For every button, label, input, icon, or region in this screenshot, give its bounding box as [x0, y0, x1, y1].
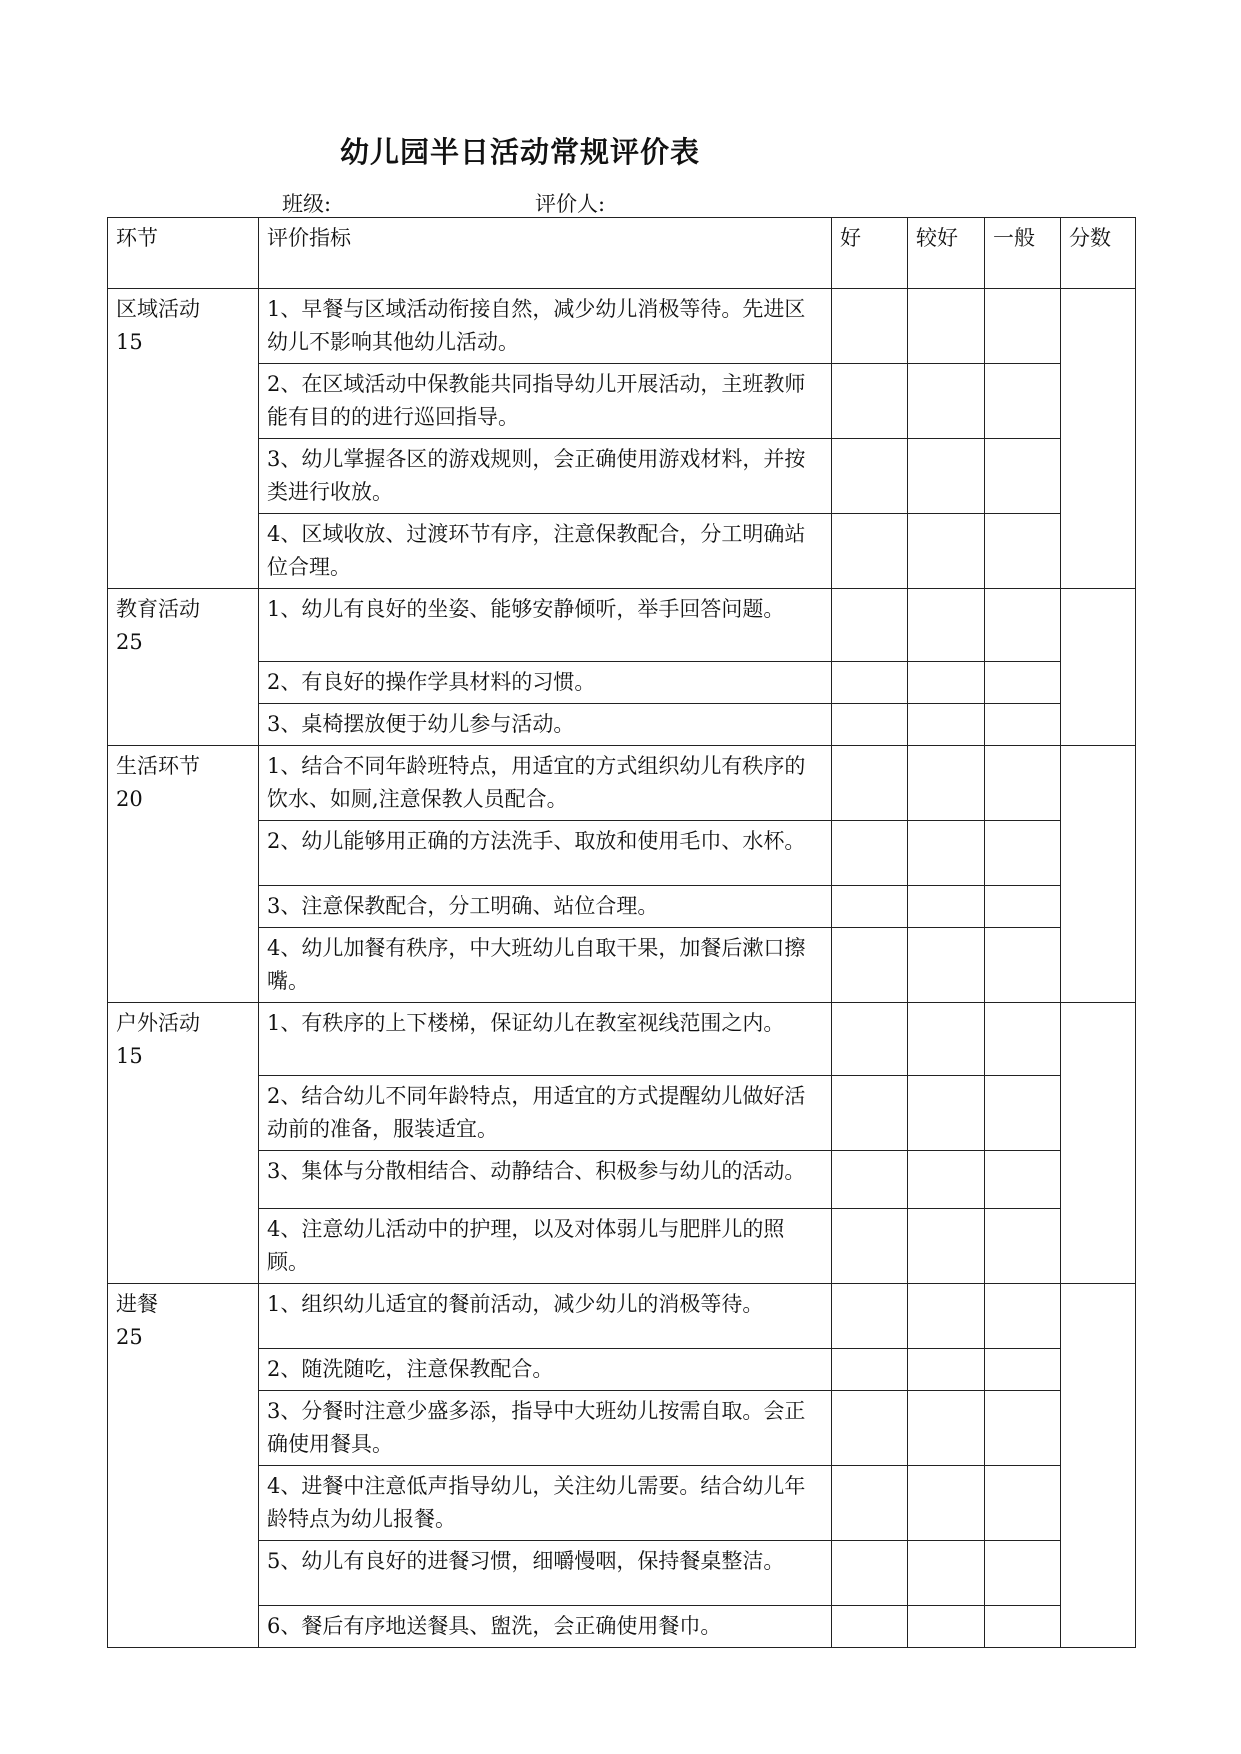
section-points: 20: [116, 787, 143, 811]
rating-average-cell[interactable]: [985, 1349, 1061, 1391]
criteria-cell: 2、结合幼儿不同年龄特点，用适宜的方式提醒幼儿做好活动前的准备，服装适宜。: [259, 1076, 832, 1151]
rating-average-cell[interactable]: [985, 1076, 1061, 1151]
rating-fairly-good-cell[interactable]: [908, 589, 985, 662]
rating-good-cell[interactable]: [832, 364, 908, 439]
rating-average-cell[interactable]: [985, 1606, 1061, 1648]
rating-fairly-good-cell[interactable]: [908, 746, 985, 821]
criteria-cell: 1、早餐与区域活动衔接自然，减少幼儿消极等待。先进区幼儿不影响其他幼儿活动。: [259, 289, 832, 364]
header-good: 好: [832, 218, 908, 289]
rating-good-cell[interactable]: [832, 1151, 908, 1209]
evaluator-label: 评价人:: [535, 192, 606, 216]
section-cell: [108, 289, 259, 589]
header-fairly-good: 较好: [908, 218, 985, 289]
rating-average-cell[interactable]: [985, 1541, 1061, 1606]
rating-good-cell[interactable]: [832, 1541, 908, 1606]
criteria-cell: 2、有良好的操作学具材料的习惯。: [259, 662, 832, 704]
score-cell[interactable]: [1061, 1003, 1136, 1284]
rating-good-cell[interactable]: [832, 662, 908, 704]
header-average: 一般: [985, 218, 1061, 289]
table-row: [108, 1466, 1136, 1541]
criteria-cell: 1、幼儿有良好的坐姿、能够安静倾听，举手回答问题。: [259, 589, 832, 662]
criteria-cell: 3、分餐时注意少盛多添，指导中大班幼儿按需自取。会正确使用餐具。: [259, 1391, 832, 1466]
section-points: 25: [116, 1325, 143, 1349]
rating-fairly-good-cell[interactable]: [908, 928, 985, 1003]
table-row: [108, 1541, 1136, 1606]
evaluation-table: [107, 217, 1136, 1648]
table-row: [108, 1151, 1136, 1209]
table-row: [108, 364, 1136, 439]
criteria-cell: 1、有秩序的上下楼梯，保证幼儿在教室视线范围之内。: [259, 1003, 832, 1076]
section-name: 教育活动: [116, 597, 200, 621]
rating-average-cell[interactable]: [985, 928, 1061, 1003]
rating-average-cell[interactable]: [985, 514, 1061, 589]
rating-fairly-good-cell[interactable]: [908, 514, 985, 589]
table-row: [108, 1076, 1136, 1151]
table-row: [108, 662, 1136, 704]
rating-fairly-good-cell[interactable]: [908, 886, 985, 928]
rating-good-cell[interactable]: [832, 1349, 908, 1391]
criteria-cell: 3、注意保教配合，分工明确、站位合理。: [259, 886, 832, 928]
rating-good-cell[interactable]: [832, 886, 908, 928]
rating-good-cell[interactable]: [832, 1391, 908, 1466]
rating-average-cell[interactable]: [985, 1284, 1061, 1349]
criteria-cell: 6、餐后有序地送餐具、盥洗，会正确使用餐巾。: [259, 1606, 832, 1648]
rating-good-cell[interactable]: [832, 289, 908, 364]
section-points: 25: [116, 630, 143, 654]
rating-fairly-good-cell[interactable]: [908, 364, 985, 439]
table-row: [108, 1284, 1136, 1349]
score-cell[interactable]: [1061, 746, 1136, 1003]
header-criteria: 评价指标: [259, 218, 832, 289]
criteria-cell: 3、幼儿掌握各区的游戏规则，会正确使用游戏材料，并按类进行收放。: [259, 439, 832, 514]
rating-fairly-good-cell[interactable]: [908, 1391, 985, 1466]
rating-average-cell[interactable]: [985, 1209, 1061, 1284]
table-row: [108, 514, 1136, 589]
rating-average-cell[interactable]: [985, 821, 1061, 886]
score-cell[interactable]: [1061, 289, 1136, 589]
table-row: [108, 928, 1136, 1003]
section-cell: [108, 1003, 259, 1284]
rating-fairly-good-cell[interactable]: [908, 1284, 985, 1349]
rating-good-cell[interactable]: [832, 1284, 908, 1349]
rating-fairly-good-cell[interactable]: [908, 1003, 985, 1076]
rating-average-cell[interactable]: [985, 662, 1061, 704]
section-name: 户外活动: [116, 1011, 200, 1035]
section-cell: [108, 589, 259, 746]
rating-fairly-good-cell[interactable]: [908, 662, 985, 704]
criteria-cell: 1、结合不同年龄班特点，用适宜的方式组织幼儿有秩序的饮水、如厕,注意保教人员配合。: [259, 746, 832, 821]
rating-average-cell[interactable]: [985, 704, 1061, 746]
rating-fairly-good-cell[interactable]: [908, 1349, 985, 1391]
header-row: [108, 218, 1136, 289]
criteria-cell: 1、组织幼儿适宜的餐前活动，减少幼儿的消极等待。: [259, 1284, 832, 1349]
rating-good-cell[interactable]: [832, 821, 908, 886]
rating-good-cell[interactable]: [832, 704, 908, 746]
rating-good-cell[interactable]: [832, 1606, 908, 1648]
rating-good-cell[interactable]: [832, 589, 908, 662]
table-row: [108, 1209, 1136, 1284]
header-score: 分数: [1061, 218, 1136, 289]
criteria-cell: 2、在区域活动中保教能共同指导幼儿开展活动，主班教师能有目的的进行巡回指导。: [259, 364, 832, 439]
table-row: [108, 886, 1136, 928]
section-name: 生活环节: [116, 754, 200, 778]
rating-fairly-good-cell[interactable]: [908, 1209, 985, 1284]
table-row: [108, 1349, 1136, 1391]
criteria-cell: 5、幼儿有良好的进餐习惯，细嚼慢咽，保持餐桌整洁。: [259, 1541, 832, 1606]
criteria-cell: 4、幼儿加餐有秩序，中大班幼儿自取干果，加餐后漱口擦嘴。: [259, 928, 832, 1003]
class-label: 班级:: [282, 192, 332, 216]
rating-average-cell[interactable]: [985, 1003, 1061, 1076]
table-row: [108, 1391, 1136, 1466]
rating-average-cell[interactable]: [985, 439, 1061, 514]
rating-fairly-good-cell[interactable]: [908, 1076, 985, 1151]
page-title: 幼儿园半日活动常规评价表: [340, 135, 701, 169]
section-name: 区域活动: [116, 297, 200, 321]
rating-average-cell[interactable]: [985, 1466, 1061, 1541]
rating-fairly-good-cell[interactable]: [908, 1541, 985, 1606]
rating-good-cell[interactable]: [832, 1003, 908, 1076]
criteria-cell: 4、进餐中注意低声指导幼儿，关注幼儿需要。结合幼儿年龄特点为幼儿报餐。: [259, 1466, 832, 1541]
section-points: 15: [116, 330, 143, 354]
table-row: [108, 589, 1136, 662]
table-row: [108, 704, 1136, 746]
rating-good-cell[interactable]: [832, 1466, 908, 1541]
rating-good-cell[interactable]: [832, 1076, 908, 1151]
rating-good-cell[interactable]: [832, 928, 908, 1003]
criteria-cell: 2、幼儿能够用正确的方法洗手、取放和使用毛巾、水杯。: [259, 821, 832, 886]
criteria-cell: 3、桌椅摆放便于幼儿参与活动。: [259, 704, 832, 746]
table-row: [108, 746, 1136, 821]
section-cell: [108, 1284, 259, 1648]
rating-average-cell[interactable]: [985, 364, 1061, 439]
rating-average-cell[interactable]: [985, 1391, 1061, 1466]
rating-fairly-good-cell[interactable]: [908, 1606, 985, 1648]
section-points: 15: [116, 1044, 143, 1068]
criteria-cell: 4、区域收放、过渡环节有序，注意保教配合，分工明确站位合理。: [259, 514, 832, 589]
table-row: [108, 439, 1136, 514]
rating-average-cell[interactable]: [985, 289, 1061, 364]
rating-average-cell[interactable]: [985, 886, 1061, 928]
score-cell[interactable]: [1061, 589, 1136, 746]
section-name: 进餐: [116, 1292, 158, 1316]
rating-good-cell[interactable]: [832, 514, 908, 589]
rating-fairly-good-cell[interactable]: [908, 821, 985, 886]
table-row: [108, 1606, 1136, 1648]
criteria-cell: 4、注意幼儿活动中的护理，以及对体弱儿与肥胖儿的照顾。: [259, 1209, 832, 1284]
rating-fairly-good-cell[interactable]: [908, 704, 985, 746]
header-section: 环节: [108, 218, 259, 289]
rating-fairly-good-cell[interactable]: [908, 1466, 985, 1541]
rating-average-cell[interactable]: [985, 589, 1061, 662]
rating-good-cell[interactable]: [832, 1209, 908, 1284]
rating-fairly-good-cell[interactable]: [908, 1151, 985, 1209]
criteria-cell: 3、集体与分散相结合、动静结合、积极参与幼儿的活动。: [259, 1151, 832, 1209]
score-cell[interactable]: [1061, 1284, 1136, 1648]
table-row: [108, 821, 1136, 886]
criteria-cell: 2、随洗随吃，注意保教配合。: [259, 1349, 832, 1391]
section-cell: [108, 746, 259, 1003]
rating-fairly-good-cell[interactable]: [908, 439, 985, 514]
rating-good-cell[interactable]: [832, 746, 908, 821]
rating-good-cell[interactable]: [832, 439, 908, 514]
rating-fairly-good-cell[interactable]: [908, 289, 985, 364]
table-row: [108, 289, 1136, 364]
rating-average-cell[interactable]: [985, 746, 1061, 821]
table-row: [108, 1003, 1136, 1076]
rating-average-cell[interactable]: [985, 1151, 1061, 1209]
